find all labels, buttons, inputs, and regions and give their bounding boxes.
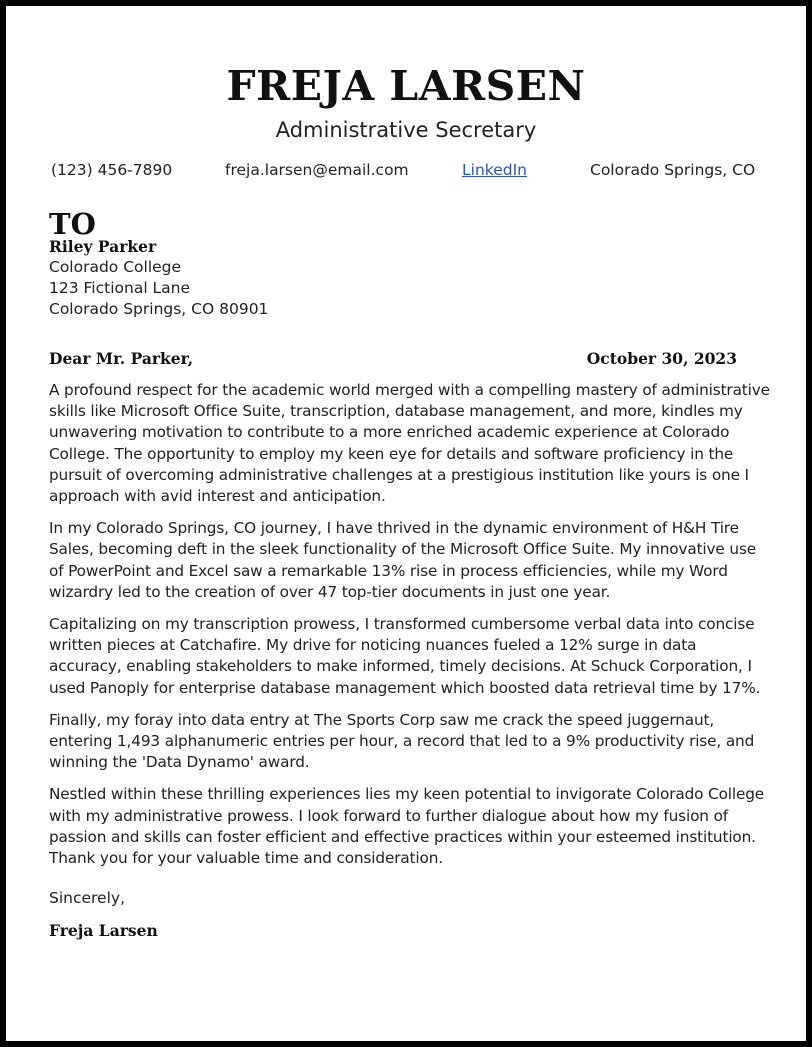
- contact-email: freja.larsen@email.com: [225, 161, 409, 179]
- applicant-job-title: Administrative Secretary: [275, 118, 537, 142]
- applicant-name: FREJA LARSEN: [226, 62, 586, 110]
- contact-phone: (123) 456-7890: [51, 161, 173, 179]
- body-paragraph: Finally, my foray into data entry at The Sports Corp saw me crack the speed juggernaut, entering 1,493 alphanumeric entries per hour, a record that led to a 9% productivity rise, and winning the 'Data Dynamo' award.: [49, 710, 755, 772]
- linkedin-link[interactable]: LinkedIn: [462, 161, 527, 179]
- contact-row: [6, 158, 806, 182]
- letter-date: October 30, 2023: [586, 349, 737, 368]
- signature: Freja Larsen: [49, 921, 158, 940]
- recipient-organization: Colorado College: [49, 258, 182, 276]
- recipient-block: [49, 236, 268, 320]
- body-paragraph: Nestled within these thrilling experiences lies my keen potential to invigorate Colorado College with my administrative prowess. I look forward to further dialogue about how my fusion of passion and skills can foster efficient and effective practices within your esteemed institution. Thank you for your valuable time and consideration.: [49, 785, 765, 868]
- salutation-row: [49, 348, 737, 370]
- recipient-name: Riley Parker: [49, 237, 157, 256]
- body-paragraph: Capitalizing on my transcription prowess, I transformed cumbersome verbal data into concise written pieces at Catchafire. My drive for noticing nuances fueled a 12% surge in data accuracy, enabling stakeholders to make informed, timely decisions. At Schuck Corporation, I used Panoply for enterprise database management which boosted data retrieval time by 17%.: [49, 615, 761, 697]
- recipient-street: 123 Fictional Lane: [49, 279, 191, 297]
- recipient-city: Colorado Springs, CO 80901: [49, 300, 269, 318]
- to-heading: TO: [49, 207, 96, 241]
- salutation: Dear Mr. Parker,: [49, 349, 194, 368]
- body-paragraph: A profound respect for the academic world merged with a compelling mastery of administrative skills like Microsoft Office Suite, transcription, database management, and more, kindles my unwavering motivation to contribute to a more enriched academic experience at Colorado College. The opportunity to employ my keen eye for details and software proficiency in the pursuit of overcoming administrative challenges at a prestigious institution like yours is one I approach with avid interest and anticipation.: [49, 381, 770, 506]
- body-paragraph: In my Colorado Springs, CO journey, I have thrived in the dynamic environment of H&H Tire Sales, becoming deft in the sleek functionality of the Microsoft Office Suite. My innovative use of PowerPoint and Excel saw a remarkable 13% rise in process efficiencies, while my Word wizardry led to the creation of over 47 top-tier documents in just one year.: [49, 519, 757, 601]
- contact-location: Colorado Springs, CO: [590, 161, 756, 179]
- closing: Sincerely,: [49, 889, 126, 907]
- letter-body: [49, 380, 771, 880]
